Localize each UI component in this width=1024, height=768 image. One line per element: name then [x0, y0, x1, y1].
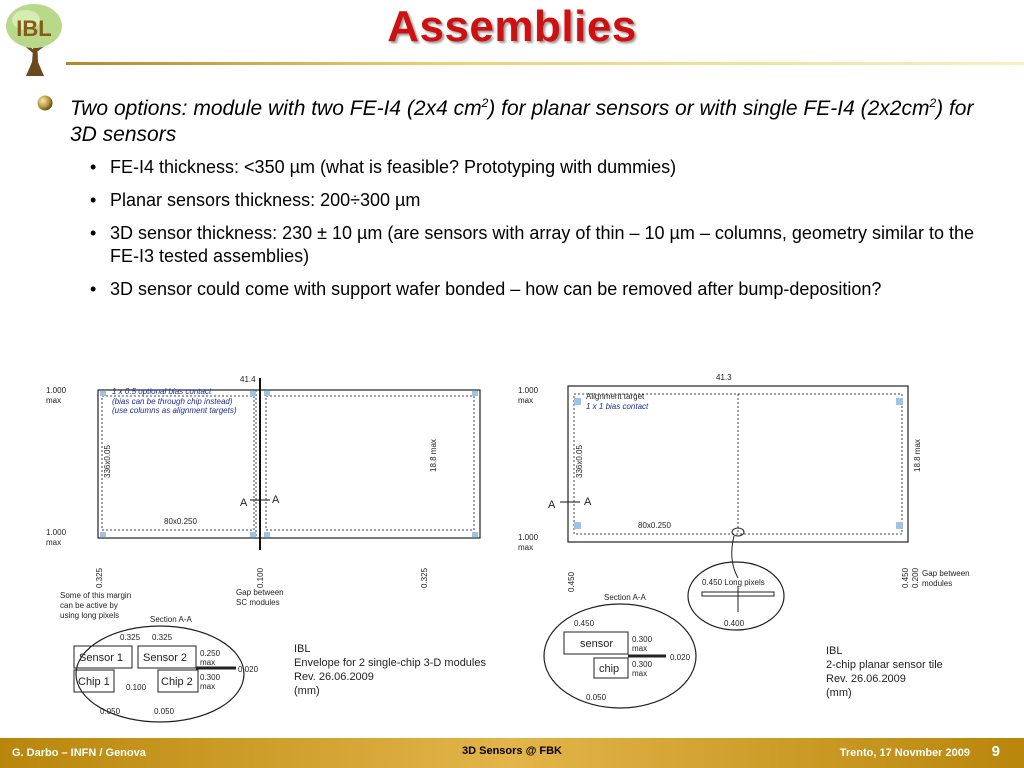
alignment-pad	[896, 522, 903, 529]
caption-line-2: 2-chip planar sensor tile	[826, 659, 943, 671]
bias-note-2: (bias can be through chip instead)	[112, 397, 233, 406]
sec-gap-label: 0.020	[238, 665, 259, 674]
dim-left: 0.450	[567, 571, 576, 592]
long-pixels-dim: 0.400	[724, 619, 745, 628]
footer-date: Trento, 17 Novmber 2009	[839, 747, 970, 759]
sub-bullet: • Planar sensors thickness: 200÷300 µm	[86, 189, 996, 212]
bottom-margin-label: 1.000	[518, 533, 539, 542]
pixels-vertical-label: 336x0.05	[103, 445, 112, 478]
chip2-label: Chip 2	[161, 676, 193, 688]
bottom-margin-max: max	[46, 538, 62, 547]
bias-note: 1 x 1 bias contact	[586, 402, 649, 411]
sub-bullet-list	[36, 156, 996, 301]
alignment-pad	[896, 398, 903, 405]
sensor2-label: Sensor 2	[143, 652, 188, 664]
caption-line-1: IBL	[294, 643, 311, 655]
gap-note-2: modules	[922, 579, 953, 588]
chip1-pixel-area	[102, 396, 254, 530]
slide-footer	[0, 738, 1024, 768]
top-margin-label: 1.000	[518, 386, 539, 395]
main-bullet	[36, 90, 996, 148]
dim-right-b: 0.200	[911, 567, 920, 588]
alignment-pad	[574, 522, 581, 529]
sec-thick-sensor-max: max	[200, 658, 216, 667]
main-bullet-text-a: Two options: module with two FE-I4 (2x4 cm	[70, 97, 482, 120]
section-title: Section A-A	[604, 593, 646, 602]
section-a-right: A	[272, 494, 280, 506]
top-margin-max: max	[518, 396, 534, 405]
sec-dim-2: 0.325	[152, 633, 173, 642]
slide-content	[36, 90, 996, 311]
sec-thick-chip-max: max	[200, 682, 216, 691]
sec-bottom-1: 0.050	[100, 707, 121, 716]
right-tile-diagram	[512, 360, 1012, 730]
top-margin-max: max	[46, 396, 62, 405]
bias-pad	[100, 532, 106, 537]
sec-bottom: 0.050	[586, 693, 607, 702]
bias-pad	[264, 391, 270, 396]
bias-note-1: 1 x 0.5 optional bias contact	[112, 387, 212, 396]
bias-note-3: (use columns as alignment targets)	[112, 406, 237, 415]
sec-thick-chip: 0.300	[632, 660, 653, 669]
sec-thick-sensor: 0.300	[632, 635, 653, 644]
bottom-margin-label: 1.000	[46, 528, 67, 537]
pixel-size-label: 80x0.250	[164, 517, 197, 526]
dim-right-a: 0.450	[901, 567, 910, 588]
sec-dim-top: 0.450	[574, 619, 595, 628]
pixel-size-label: 80x0.250	[638, 521, 671, 530]
sub-bullet: • FE-I4 thickness: <350 µm (what is feasible? Prototyping with dummies)	[86, 156, 996, 179]
sec-thick-chip: 0.300	[200, 673, 221, 682]
bottom-margin-max: max	[518, 543, 534, 552]
page-number: 9	[991, 743, 1000, 760]
dim-right: 0.325	[420, 567, 429, 588]
long-pixels-label: 0.450 Long pixels	[702, 578, 765, 587]
height-label: 18.8 max	[429, 439, 438, 472]
gap-note-1: Gap between	[922, 569, 970, 578]
caption-line-1: IBL	[826, 645, 843, 657]
sensor1-label: Sensor 1	[79, 652, 124, 664]
margin-note-3: using long pixels	[60, 611, 120, 620]
sec-thick-sensor-max: max	[632, 644, 648, 653]
width-label: 41.3	[716, 373, 732, 382]
margin-note-1: Some of this margin	[60, 591, 132, 600]
sec-thick-chip-max: max	[632, 669, 648, 678]
width-label: 41.4	[240, 375, 256, 384]
title-rule	[66, 62, 1024, 65]
sphere-bullet-icon	[36, 94, 54, 112]
main-bullet-sup-b: 2	[929, 96, 937, 110]
footer-center: 3D Sensors @ FBK	[462, 745, 562, 757]
bias-pad	[264, 532, 270, 537]
sub-bullet: • 3D sensor could come with support wafer bonded – how can be removed after bump-deposition?	[86, 278, 996, 301]
sec-bottom-2: 0.050	[154, 707, 175, 716]
pixels-vertical-label: 336x0.05	[575, 445, 584, 478]
margin-note-2: can be active by	[60, 601, 118, 610]
main-bullet-text-b: ) for planar sensors or with single FE-I4 (2x2cm	[488, 97, 930, 120]
chip2-pixel-area	[266, 396, 474, 530]
sec-chip-gap: 0.100	[126, 683, 147, 692]
alignment-note: Alignment target	[586, 392, 645, 401]
section-a-right: A	[584, 496, 592, 508]
sec-gap-label: 0.020	[670, 653, 691, 662]
caption-line-3: Rev. 26.06.2009	[294, 671, 374, 683]
footer-author: G. Darbo – INFN / Genova	[12, 747, 146, 759]
logo-text: IBL	[16, 16, 52, 41]
section-title: Section A-A	[150, 615, 192, 624]
caption-line-3: Rev. 26.06.2009	[826, 673, 906, 685]
gap-note-1: Gap between	[236, 588, 284, 597]
chip-label: chip	[599, 663, 620, 675]
bias-pad	[100, 391, 106, 396]
main-bullet-sup-a: 2	[481, 96, 489, 110]
section-a-left: A	[548, 499, 556, 511]
slide-title: Assemblies	[387, 2, 637, 51]
main-bullet-text-c: ) for 3D sensors	[70, 97, 974, 146]
section-a-left: A	[240, 497, 248, 509]
caption-line-4: (mm)	[294, 685, 320, 697]
bias-pad	[472, 391, 478, 396]
dim-mid: 0.100	[256, 567, 265, 588]
sec-dim-1: 0.325	[120, 633, 141, 642]
bias-pad	[250, 532, 256, 537]
gap-note-2: SC modules	[236, 598, 280, 607]
left-envelope-diagram	[40, 360, 520, 730]
sub-bullet: • 3D sensor thickness: 230 ± 10 µm (are sensors with array of thin – 10 µm – columns, geometry similar to the FE-I3 tested assemblies)	[86, 222, 996, 268]
dim-left: 0.325	[95, 567, 104, 588]
sensor-label: sensor	[580, 638, 614, 650]
bias-pad	[472, 532, 478, 537]
caption-line-2: Envelope for 2 single-chip 3-D modules	[294, 657, 486, 669]
bias-pad	[250, 391, 256, 396]
caption-line-4: (mm)	[826, 687, 852, 699]
top-margin-label: 1.000	[46, 386, 67, 395]
height-label: 18.8 max	[913, 439, 922, 472]
sec-thick-sensor: 0.250	[200, 649, 221, 658]
chip1-label: Chip 1	[78, 676, 110, 688]
alignment-pad	[574, 398, 581, 405]
